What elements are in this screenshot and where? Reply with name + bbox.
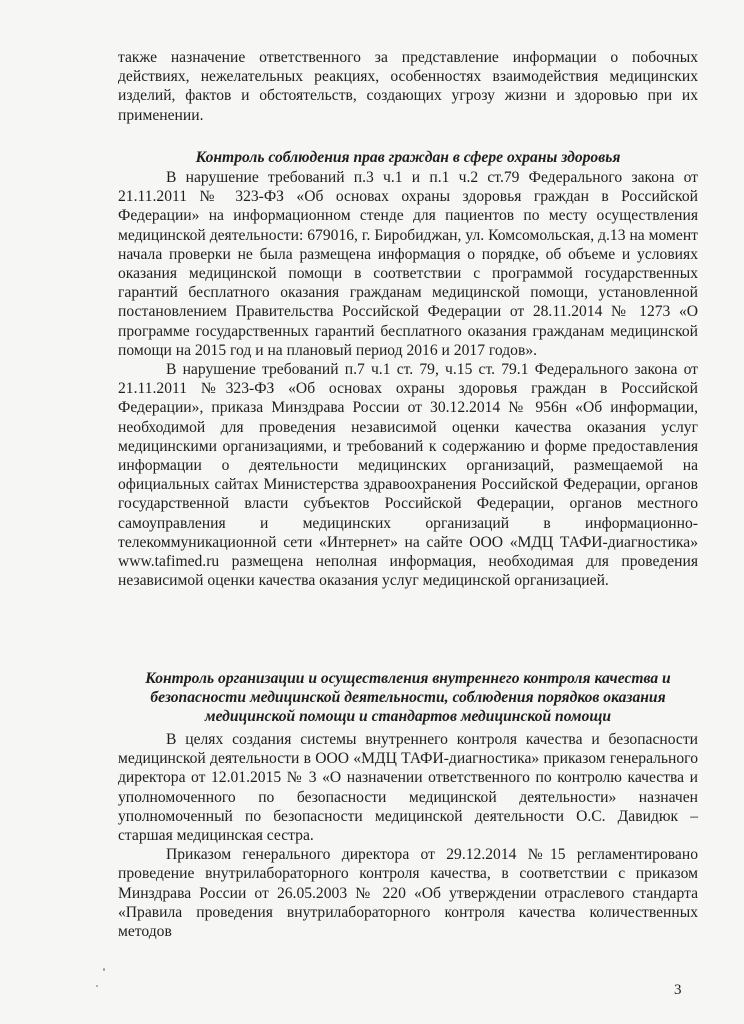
- intro-paragraph: также назначение ответственного за представление информации о побочных действиях, нежелательных реакциях, особенностях взаимодействия медицинских изделий, фактов и обстоятельств, создающих угрозу жизни и здоровью при их применении.: [118, 49, 698, 124]
- section-internal-quality-control-body: [118, 730, 698, 941]
- page-number: 3: [674, 982, 682, 998]
- section-patient-rights-body: [118, 168, 698, 590]
- intro-text-block: [118, 48, 698, 125]
- paragraph-info-stand-violation: В нарушение требований п.3 ч.1 и п.1 ч.2 ст.79 Федерального закона от 21.11.2011 № 323-ФЗ «Об основах охраны здоровья граждан в Российской Федерации» на информационном стенде для пациентов по месту осуществления медицинской деятельности: 679016, г. Биробиджан, ул. Комсомольская, д.13 на момент начала проверки не была размещена информация о порядке, об объеме и условиях оказания медицинской помощи в соответствии с программой государственных гарантий бесплатного оказания гражданам медицинской помощи, установленной постановлением Правительства Российской Федерации от 28.11.2014 № 1273 «О программе государственных гарантий бесплатного оказания гражданам медицинской помощи на 2015 год и на плановый период 2016 и 2017 годов».: [118, 169, 698, 359]
- scan-speck: [96, 985, 98, 987]
- paragraph-website-info-violation: В нарушение требований п.7 ч.1 ст. 79, ч.15 ст. 79.1 Федерального закона от 21.11.2011 №323-ФЗ «Об основах охраны здоровья граждан в Российской Федерации», приказа Минздрава России от 30.12.2014 № 956н «Об информации, необходимой для проведения независимой оценки качества оказания услуг медицинскими организациями, и требований к содержанию и форме предоставления информации о деятельности медицинских организаций, размещаемой на официальных сайтах Министерства здравоохранения Российской Федерации, органов государственной власти субъектов Российской Федерации, органов местного самоуправления и медицинских организаций в информационно-телекоммуникационной сети «Интернет» на сайте ООО «МДЦ ТАФИ-диагностика» www.tafimed.ru размещена неполная информация, необходимая для проведения независимой оценки качества оказания услуг медицинской организацией.: [118, 361, 698, 590]
- paragraph-lab-control-order: Приказом генерального директора от 29.12.2014 №15 регламентировано проведение внутрилабораторного контроля качества, в соответствии с приказом Минздрава России от 26.05.2003 № 220 «Об утверждении отраслевого стандарта «Правила проведения внутрилабораторного контроля качества количественных методов: [118, 846, 698, 941]
- section-heading-internal-quality-control: Контроль организации и осуществления внутреннего контроля качества и безопасности медицинской деятельности, соблюдения порядков оказания медицинской помощи и стандартов медицинской помощи: [145, 670, 671, 726]
- section-heading-patient-rights: Контроль соблюдения прав граждан в сфере охраны здоровья: [195, 149, 621, 166]
- paragraph-quality-control-order: В целях создания системы внутреннего контроля качества и безопасности медицинской деятельности в ООО «МДЦ ТАФИ-диагностика» приказом генерального директора от 12.01.2015 № 3 «О назначении ответственного по контролю качества и уполномоченного по безопасности медицинской деятельности» назначен уполномоченный по безопасности медицинской деятельности О.С. Давидюк – старшая медицинская сестра.: [118, 731, 698, 845]
- scan-speck: [103, 968, 105, 971]
